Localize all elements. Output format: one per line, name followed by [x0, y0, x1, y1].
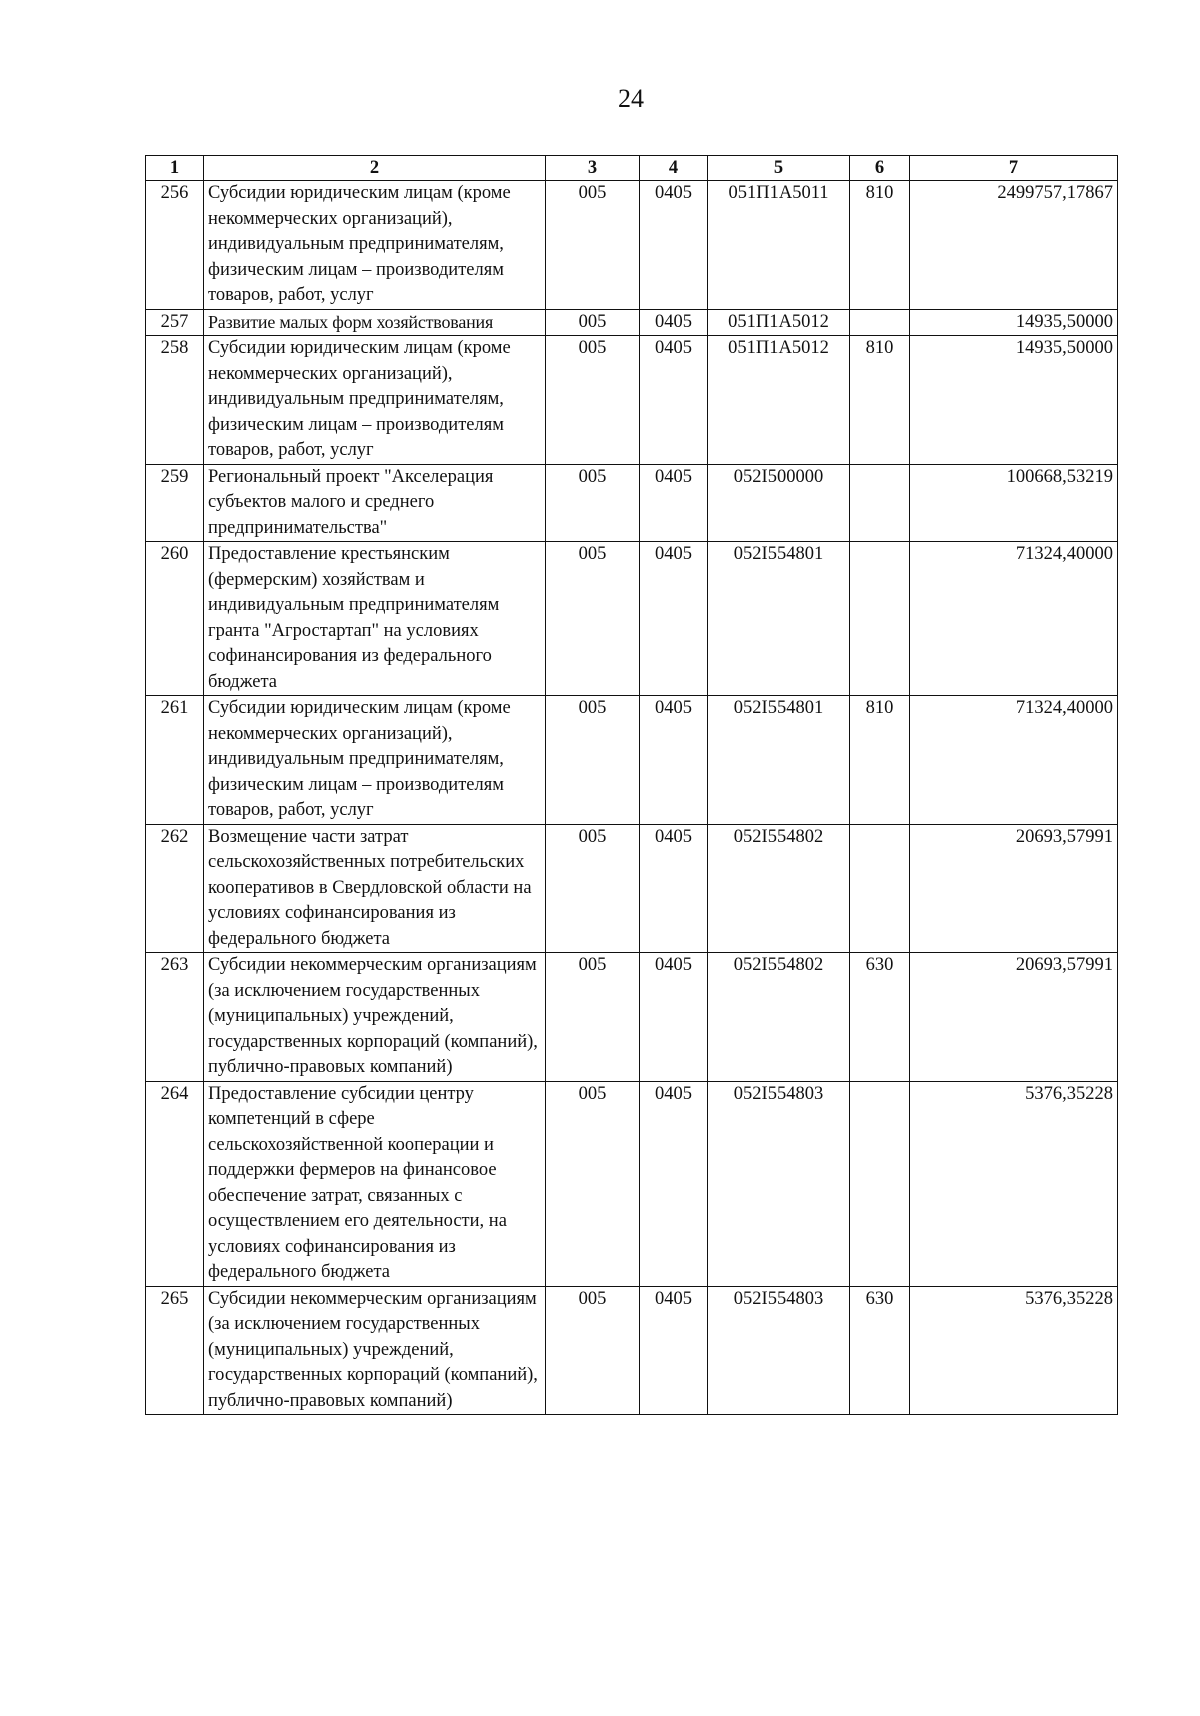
row-col3: 005 [546, 336, 640, 465]
row-amount: 71324,40000 [910, 696, 1118, 825]
row-col6 [850, 824, 910, 953]
row-name: Предоставление крестьянским (фермерским) хозяйствам и индивидуальным предпринимателям гранта "Агростартап" на условиях софинансирования из федерального бюджета [204, 542, 546, 696]
row-name: Субсидии некоммерческим организациям (за исключением государственных (муниципальных) учреждений, государственных корпораций (компаний), публично-правовых компаний) [204, 1286, 546, 1415]
row-col5: 052I554802 [708, 953, 850, 1082]
row-col4: 0405 [640, 1286, 708, 1415]
row-col6: 810 [850, 181, 910, 310]
row-name: Субсидии юридическим лицам (кроме некоммерческих организаций), индивидуальным предпринимателям, физическим лицам – производителям товаров, работ, услуг [204, 336, 546, 465]
row-number: 259 [146, 464, 204, 542]
row-col5: 051П1А5012 [708, 336, 850, 465]
table-row [146, 1286, 1118, 1415]
row-col6: 810 [850, 696, 910, 825]
row-col5: 052I554801 [708, 542, 850, 696]
row-col3: 005 [546, 542, 640, 696]
row-col6 [850, 464, 910, 542]
column-header-6: 6 [850, 156, 910, 181]
row-number: 261 [146, 696, 204, 825]
table-row [146, 824, 1118, 953]
column-header-3: 3 [546, 156, 640, 181]
row-amount: 5376,35228 [910, 1081, 1118, 1286]
row-col5: 052I554801 [708, 696, 850, 825]
row-name: Возмещение части затрат сельскохозяйственных потребительских кооперативов в Свердловской области на условиях софинансирования из федерального бюджета [204, 824, 546, 953]
table-row [146, 542, 1118, 696]
row-col3: 005 [546, 309, 640, 336]
table-row [146, 336, 1118, 465]
row-number: 264 [146, 1081, 204, 1286]
table-row [146, 1081, 1118, 1286]
row-number: 260 [146, 542, 204, 696]
row-amount: 5376,35228 [910, 1286, 1118, 1415]
row-col3: 005 [546, 464, 640, 542]
row-col5: 052I500000 [708, 464, 850, 542]
row-col4: 0405 [640, 1081, 708, 1286]
row-col5: 051П1А5011 [708, 181, 850, 310]
row-number: 265 [146, 1286, 204, 1415]
table-row [146, 464, 1118, 542]
row-amount: 14935,50000 [910, 336, 1118, 465]
row-col3: 005 [546, 953, 640, 1082]
row-amount: 2499757,17867 [910, 181, 1118, 310]
row-amount: 100668,53219 [910, 464, 1118, 542]
row-amount: 20693,57991 [910, 824, 1118, 953]
row-col6 [850, 1081, 910, 1286]
table-row [146, 181, 1118, 310]
row-col5: 051П1А5012 [708, 309, 850, 336]
row-name: Предоставление субсидии центру компетенций в сфере сельскохозяйственной кооперации и поддержки фермеров на финансовое обеспечение затрат, связанных с осуществлением его деятельности, на условиях софинансирования из федерального бюджета [204, 1081, 546, 1286]
row-col4: 0405 [640, 336, 708, 465]
row-name: Развитие малых форм хозяйствования [204, 309, 546, 336]
row-amount: 14935,50000 [910, 309, 1118, 336]
row-col6: 630 [850, 953, 910, 1082]
row-number: 257 [146, 309, 204, 336]
row-col3: 005 [546, 181, 640, 310]
table-row [146, 953, 1118, 1082]
row-col4: 0405 [640, 464, 708, 542]
row-name: Субсидии юридическим лицам (кроме некоммерческих организаций), индивидуальным предпринимателям, физическим лицам – производителям товаров, работ, услуг [204, 696, 546, 825]
row-number: 256 [146, 181, 204, 310]
table-row [146, 309, 1118, 336]
column-header-1: 1 [146, 156, 204, 181]
row-col4: 0405 [640, 309, 708, 336]
budget-table [145, 155, 1118, 1415]
row-col5: 052I554803 [708, 1081, 850, 1286]
row-col6: 630 [850, 1286, 910, 1415]
column-header-7: 7 [910, 156, 1118, 181]
column-header-2: 2 [204, 156, 546, 181]
row-number: 258 [146, 336, 204, 465]
row-col4: 0405 [640, 824, 708, 953]
row-col3: 005 [546, 1286, 640, 1415]
row-number: 263 [146, 953, 204, 1082]
row-col6: 810 [850, 336, 910, 465]
row-col6 [850, 309, 910, 336]
row-col3: 005 [546, 696, 640, 825]
row-col4: 0405 [640, 696, 708, 825]
column-header-4: 4 [640, 156, 708, 181]
table-row [146, 696, 1118, 825]
row-amount: 20693,57991 [910, 953, 1118, 1082]
row-name: Субсидии некоммерческим организациям (за исключением государственных (муниципальных) учреждений, государственных корпораций (компаний), публично-правовых компаний) [204, 953, 546, 1082]
row-col4: 0405 [640, 953, 708, 1082]
row-name: Региональный проект "Акселерация субъектов малого и среднего предпринимательства" [204, 464, 546, 542]
table-header-row [146, 156, 1118, 181]
page-number: 24 [618, 84, 644, 113]
row-col3: 005 [546, 824, 640, 953]
row-col4: 0405 [640, 542, 708, 696]
row-col5: 052I554803 [708, 1286, 850, 1415]
row-col5: 052I554802 [708, 824, 850, 953]
row-col6 [850, 542, 910, 696]
row-col4: 0405 [640, 181, 708, 310]
row-name: Субсидии юридическим лицам (кроме некоммерческих организаций), индивидуальным предпринимателям, физическим лицам – производителям товаров, работ, услуг [204, 181, 546, 310]
row-amount: 71324,40000 [910, 542, 1118, 696]
row-number: 262 [146, 824, 204, 953]
row-col3: 005 [546, 1081, 640, 1286]
column-header-5: 5 [708, 156, 850, 181]
